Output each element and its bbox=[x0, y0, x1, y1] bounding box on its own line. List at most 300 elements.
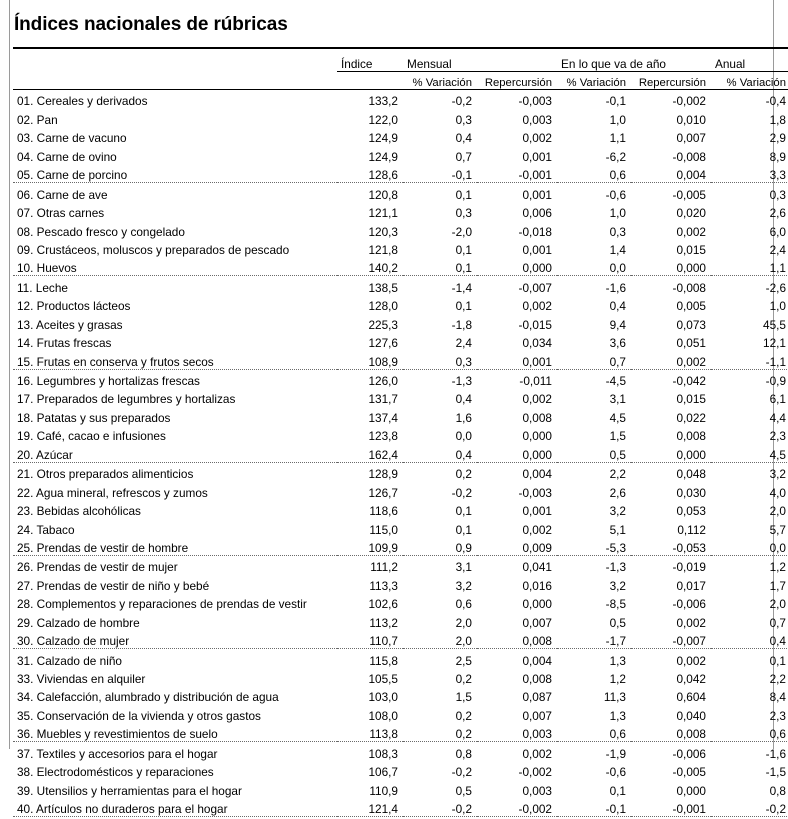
cell-mensual-variacion: 0,8 bbox=[403, 742, 477, 761]
table-row bbox=[13, 630, 788, 649]
cell-anyo-repercusion: 0,015 bbox=[676, 242, 706, 257]
cell-mensual-repercusion: 0,001 bbox=[522, 354, 552, 369]
cell-anyo-variacion: 0,6 bbox=[609, 727, 626, 742]
row-label: 06. Carne de ave bbox=[13, 183, 337, 202]
cell-anyo-variacion: 11,3 bbox=[603, 690, 626, 705]
cell-anyo-repercusion: 0,042 bbox=[676, 672, 706, 686]
row-label: 04. Carne de ovino bbox=[17, 149, 117, 164]
cell-anyo-repercusion: -0,002 bbox=[631, 90, 711, 109]
table-row bbox=[13, 742, 788, 761]
cell-anyo-repercusion: -0,005 bbox=[631, 183, 711, 202]
cell-indice: 120,8 bbox=[337, 183, 403, 202]
cell-mensual-repercusion: 0,041 bbox=[477, 555, 557, 574]
group-header-row bbox=[13, 52, 788, 72]
cell-anyo-variacion: 1,4 bbox=[609, 242, 626, 257]
cell-anyo-variacion: 1,1 bbox=[609, 131, 626, 146]
cell-mensual-variacion: -1,4 bbox=[403, 276, 477, 295]
subheader-mensual-repercusion: Repercursión bbox=[477, 72, 557, 90]
subheader-row bbox=[13, 72, 788, 90]
cell-indice: 120,3 bbox=[368, 224, 398, 239]
row-label: 24. Tabaco bbox=[17, 522, 75, 537]
cell-indice: 108,0 bbox=[368, 708, 398, 723]
cell-mensual-repercusion: 0,003 bbox=[522, 112, 552, 127]
cell-mensual-repercusion: 0,003 bbox=[522, 783, 552, 798]
page-title: Índices nacionales de rúbricas bbox=[14, 14, 288, 35]
cell-anyo-variacion: 3,6 bbox=[609, 336, 626, 351]
row-label: 29. Calzado de hombre bbox=[17, 615, 140, 630]
cell-anyo-variacion: 0,0 bbox=[609, 261, 626, 276]
table-row bbox=[13, 443, 788, 462]
cell-mensual-variacion: -1,3 bbox=[403, 369, 477, 388]
table-row bbox=[13, 798, 788, 817]
cell-mensual-variacion: 0,2 bbox=[455, 727, 472, 742]
table-row bbox=[13, 649, 788, 668]
cell-indice: 126,7 bbox=[368, 485, 398, 500]
cell-mensual-variacion: -0,2 bbox=[451, 802, 472, 817]
cell-anyo-repercusion: -0,006 bbox=[631, 742, 711, 761]
table-row bbox=[13, 593, 788, 611]
cell-anual-variacion: 0,6 bbox=[769, 727, 786, 742]
cell-mensual-repercusion: 0,002 bbox=[522, 131, 552, 146]
row-label: 38. Electrodomésticos y reparaciones bbox=[17, 765, 214, 780]
cell-mensual-repercusion: 0,002 bbox=[477, 742, 557, 761]
cell-anyo-variacion: 0,6 bbox=[609, 168, 626, 183]
cell-indice: 118,6 bbox=[369, 504, 398, 519]
table-row bbox=[13, 332, 788, 350]
cell-mensual-repercusion: -0,003 bbox=[477, 90, 557, 109]
cell-anyo-repercusion: 0,015 bbox=[676, 392, 706, 407]
cell-anual-variacion: 12,1 bbox=[763, 336, 786, 351]
cell-indice: 137,4 bbox=[368, 410, 398, 425]
cell-mensual-repercusion: -0,007 bbox=[477, 276, 557, 295]
cell-mensual-variacion: 1,5 bbox=[455, 690, 472, 705]
cell-anyo-repercusion: 0,000 bbox=[676, 783, 706, 798]
subheader-anual-variacion: % Variación bbox=[711, 72, 788, 90]
cell-anual-variacion: -1,1 bbox=[765, 354, 786, 369]
row-label: 28. Complementos y reparaciones de prendas de vestir bbox=[17, 597, 307, 612]
cell-anyo-repercusion: 0,007 bbox=[676, 131, 706, 146]
cell-anual-variacion: 0,7 bbox=[769, 615, 786, 630]
cell-mensual-repercusion: 0,004 bbox=[477, 649, 557, 668]
cell-mensual-variacion: 2,0 bbox=[455, 615, 472, 630]
table-row bbox=[13, 239, 788, 257]
cell-mensual-variacion: 0,4 bbox=[455, 131, 472, 146]
cell-indice: 123,8 bbox=[368, 429, 398, 444]
cell-mensual-variacion: -0,2 bbox=[451, 485, 472, 500]
table-row bbox=[13, 127, 788, 145]
subheader-anyo-variacion: % Variación bbox=[557, 72, 631, 90]
cell-anual-variacion: 4,0 bbox=[769, 485, 786, 500]
cell-indice: 128,0 bbox=[368, 299, 398, 314]
table-row bbox=[13, 202, 788, 220]
cell-mensual-variacion: 0,2 bbox=[403, 462, 477, 481]
row-label: 33. Viviendas en alquiler bbox=[17, 672, 146, 686]
cell-anyo-repercusion: 0,073 bbox=[676, 317, 706, 332]
cell-anyo-repercusion: 0,002 bbox=[676, 615, 706, 630]
cell-mensual-variacion: -0,1 bbox=[451, 168, 472, 183]
cell-mensual-variacion: 0,3 bbox=[455, 354, 472, 369]
cell-anyo-repercusion: -0,008 bbox=[672, 149, 706, 164]
cell-indice: 131,7 bbox=[368, 392, 398, 407]
row-label: 08. Pescado fresco y congelado bbox=[17, 224, 185, 239]
header-indice: Índice bbox=[337, 52, 403, 72]
cell-indice: 124,9 bbox=[368, 131, 398, 146]
row-label: 22. Agua mineral, refrescos y zumos bbox=[17, 485, 208, 500]
cell-anyo-variacion: 1,0 bbox=[609, 112, 626, 127]
table-row bbox=[13, 369, 788, 388]
cell-anyo-repercusion: 0,604 bbox=[676, 690, 706, 705]
cell-mensual-repercusion: 0,004 bbox=[477, 462, 557, 481]
table-row bbox=[13, 295, 788, 313]
cell-anual-variacion: 1,0 bbox=[769, 299, 786, 314]
row-label: 35. Conservación de la vivienda y otros gastos bbox=[17, 708, 261, 723]
row-label: 02. Pan bbox=[17, 112, 58, 127]
cell-indice: 133,2 bbox=[337, 90, 403, 109]
cell-anyo-repercusion: -0,008 bbox=[631, 276, 711, 295]
row-label: 39. Utensilios y herramientas para el hogar bbox=[17, 783, 242, 798]
cell-indice: 127,6 bbox=[368, 336, 398, 351]
row-label: 26. Prendas de vestir de mujer bbox=[13, 555, 337, 574]
cell-mensual-repercusion: -0,003 bbox=[518, 485, 552, 500]
row-label: 07. Otras carnes bbox=[17, 206, 105, 221]
cell-anyo-repercusion: -0,042 bbox=[631, 369, 711, 388]
cell-anual-variacion: 2,2 bbox=[769, 672, 786, 686]
table-row bbox=[13, 611, 788, 629]
cell-indice: 121,1 bbox=[368, 206, 398, 221]
cell-anual-variacion: -2,6 bbox=[711, 276, 788, 295]
cell-anyo-variacion: 1,3 bbox=[557, 649, 631, 668]
cell-anual-variacion: 5,7 bbox=[769, 522, 786, 537]
cell-mensual-repercusion: 0,001 bbox=[477, 183, 557, 202]
cell-anyo-repercusion: 0,008 bbox=[676, 727, 706, 742]
cell-anyo-repercusion: 0,020 bbox=[676, 206, 706, 221]
cell-indice: 121,4 bbox=[368, 802, 398, 817]
table-row bbox=[13, 220, 788, 238]
row-label: 40. Artículos no duraderos para el hogar bbox=[17, 802, 228, 817]
cell-mensual-variacion: -0,2 bbox=[403, 90, 477, 109]
row-label: 34. Calefacción, alumbrado y distribución de agua bbox=[17, 690, 279, 705]
row-label: 21. Otros preparados alimenticios bbox=[13, 462, 337, 481]
cell-indice: 128,9 bbox=[337, 462, 403, 481]
cell-anual-variacion: 1,8 bbox=[769, 112, 786, 127]
subheader-label-col bbox=[13, 72, 337, 90]
cell-mensual-repercusion: 0,016 bbox=[522, 578, 552, 593]
cell-anyo-variacion: 3,2 bbox=[609, 504, 626, 519]
cell-anual-variacion: 2,4 bbox=[769, 242, 786, 257]
cell-anyo-variacion: 1,5 bbox=[609, 429, 626, 444]
cell-mensual-variacion: 1,6 bbox=[455, 410, 472, 425]
cell-indice: 162,4 bbox=[368, 447, 398, 462]
cell-anual-variacion: 6,0 bbox=[769, 224, 786, 239]
cell-anual-variacion: 0,3 bbox=[711, 183, 788, 202]
table-row bbox=[13, 723, 788, 742]
cell-anyo-variacion: 4,5 bbox=[609, 410, 626, 425]
row-label: 11. Leche bbox=[13, 276, 337, 295]
table-row bbox=[13, 668, 788, 686]
cell-anyo-variacion: -0,6 bbox=[557, 183, 631, 202]
cell-mensual-repercusion: 0,007 bbox=[522, 615, 552, 630]
cell-anyo-variacion: -8,5 bbox=[605, 597, 626, 612]
cell-anyo-repercusion: 0,000 bbox=[676, 261, 706, 276]
cell-anyo-variacion: -1,6 bbox=[557, 276, 631, 295]
cell-indice: 124,9 bbox=[368, 149, 398, 164]
row-label: 10. Huevos bbox=[17, 261, 77, 276]
page-margin-rule-left bbox=[9, 0, 10, 749]
row-label: 19. Café, cacao e infusiones bbox=[17, 429, 166, 444]
row-label: 25. Prendas de vestir de hombre bbox=[17, 540, 189, 555]
row-label: 27. Prendas de vestir de niño y bebé bbox=[17, 578, 210, 593]
cell-anyo-repercusion: 0,053 bbox=[676, 504, 706, 519]
cell-indice: 115,8 bbox=[337, 649, 403, 668]
cell-mensual-repercusion: 0,001 bbox=[522, 242, 552, 257]
cell-indice: 110,7 bbox=[369, 634, 398, 649]
row-label: 30. Calzado de mujer bbox=[17, 634, 130, 649]
cell-anual-variacion: 45,5 bbox=[763, 317, 786, 332]
cell-anyo-variacion: 3,1 bbox=[609, 392, 626, 407]
cell-anyo-variacion: 2,2 bbox=[557, 462, 631, 481]
cell-mensual-repercusion: -0,002 bbox=[518, 765, 552, 780]
row-label: 36. Muebles y revestimientos de suelo bbox=[17, 727, 218, 742]
table-row bbox=[13, 257, 788, 276]
cell-anyo-repercusion: 0,002 bbox=[676, 354, 706, 369]
cell-mensual-repercusion: 0,000 bbox=[522, 597, 552, 612]
row-label: 05. Carne de porcino bbox=[17, 168, 128, 183]
cell-mensual-repercusion: 0,000 bbox=[522, 429, 552, 444]
cell-indice: 103,0 bbox=[368, 690, 398, 705]
cell-anyo-variacion: -1,9 bbox=[557, 742, 631, 761]
cell-mensual-variacion: 0,2 bbox=[455, 672, 472, 686]
cell-mensual-variacion: 0,1 bbox=[455, 504, 472, 519]
cell-anual-variacion: 4,5 bbox=[769, 447, 786, 462]
table-row bbox=[13, 406, 788, 424]
row-label: 09. Crustáceos, moluscos y preparados de pescado bbox=[17, 242, 290, 257]
cell-indice: 128,6 bbox=[368, 168, 398, 183]
table-row bbox=[13, 145, 788, 163]
row-label: 12. Productos lácteos bbox=[17, 299, 131, 314]
cell-anyo-repercusion: 0,030 bbox=[676, 485, 706, 500]
cell-anyo-variacion: 1,3 bbox=[609, 708, 626, 723]
rubric-index-table bbox=[13, 47, 788, 819]
cell-mensual-variacion: 3,2 bbox=[455, 578, 472, 593]
cell-anyo-repercusion: -0,053 bbox=[672, 540, 706, 555]
cell-indice: 138,5 bbox=[337, 276, 403, 295]
table-row bbox=[13, 761, 788, 779]
table-row bbox=[13, 555, 788, 574]
cell-mensual-repercusion: 0,001 bbox=[522, 149, 552, 164]
table-row bbox=[13, 574, 788, 592]
cell-mensual-variacion: 0,1 bbox=[455, 242, 472, 257]
table-row bbox=[13, 108, 788, 126]
table-row bbox=[13, 500, 788, 518]
cell-indice: 121,8 bbox=[368, 242, 398, 257]
cell-mensual-variacion: -1,8 bbox=[451, 317, 472, 332]
cell-anual-variacion: 0,4 bbox=[769, 634, 786, 649]
cell-mensual-variacion: 0,6 bbox=[455, 597, 472, 612]
cell-anyo-variacion: 0,4 bbox=[609, 299, 626, 314]
cell-indice: 102,6 bbox=[368, 597, 398, 612]
cell-indice: 105,5 bbox=[368, 672, 398, 686]
cell-mensual-repercusion: 0,002 bbox=[522, 392, 552, 407]
cell-anyo-variacion: 0,5 bbox=[609, 615, 626, 630]
cell-mensual-repercusion: 0,008 bbox=[522, 410, 552, 425]
cell-anyo-variacion: 1,0 bbox=[609, 206, 626, 221]
cell-anual-variacion: 2,6 bbox=[769, 206, 786, 221]
table-row bbox=[13, 462, 788, 481]
cell-anyo-variacion: 9,4 bbox=[609, 317, 626, 332]
table-row bbox=[13, 164, 788, 183]
table-row bbox=[13, 779, 788, 797]
cell-mensual-repercusion: -0,002 bbox=[518, 802, 552, 817]
cell-anyo-repercusion: 0,002 bbox=[631, 649, 711, 668]
cell-mensual-variacion: 0,7 bbox=[455, 149, 472, 164]
header-label-col bbox=[13, 52, 337, 72]
cell-indice: 113,8 bbox=[369, 727, 398, 742]
cell-indice: 140,2 bbox=[368, 261, 398, 276]
cell-mensual-variacion: 3,1 bbox=[403, 555, 477, 574]
row-label: 16. Legumbres y hortalizas frescas bbox=[13, 369, 337, 388]
cell-anyo-variacion: 2,6 bbox=[609, 485, 626, 500]
cell-anyo-variacion: -0,6 bbox=[605, 765, 626, 780]
cell-anyo-variacion: 0,1 bbox=[609, 783, 626, 798]
row-label: 20. Azúcar bbox=[17, 447, 73, 462]
cell-mensual-repercusion: 0,002 bbox=[522, 522, 552, 537]
cell-indice: 115,0 bbox=[369, 522, 398, 537]
cell-indice: 108,9 bbox=[368, 354, 398, 369]
cell-mensual-variacion: 0,3 bbox=[455, 112, 472, 127]
table-row bbox=[13, 350, 788, 369]
cell-anual-variacion: -0,4 bbox=[711, 90, 788, 109]
cell-mensual-repercusion: 0,000 bbox=[522, 261, 552, 276]
cell-mensual-variacion: 0,0 bbox=[455, 429, 472, 444]
cell-anual-variacion: -0,2 bbox=[765, 802, 786, 817]
cell-mensual-repercusion: 0,002 bbox=[522, 299, 552, 314]
cell-anyo-repercusion: 0,008 bbox=[676, 429, 706, 444]
cell-mensual-variacion: 0,1 bbox=[403, 183, 477, 202]
row-label: 03. Carne de vacuno bbox=[17, 131, 127, 146]
cell-anyo-repercusion: 0,010 bbox=[676, 112, 706, 127]
row-label: 13. Aceites y grasas bbox=[17, 317, 123, 332]
cell-anyo-variacion: 5,1 bbox=[609, 522, 626, 537]
cell-mensual-repercusion: -0,001 bbox=[518, 168, 552, 183]
header-group-acumulado-anual: En lo que va de año bbox=[557, 52, 711, 72]
cell-indice: 122,0 bbox=[368, 112, 398, 127]
cell-anyo-variacion: 1,2 bbox=[609, 672, 626, 686]
cell-mensual-repercusion: -0,018 bbox=[518, 224, 552, 239]
cell-anual-variacion: -1,5 bbox=[765, 765, 786, 780]
cell-anual-variacion: 2,9 bbox=[769, 131, 786, 146]
cell-mensual-variacion: 0,3 bbox=[455, 206, 472, 221]
cell-anyo-repercusion: -0,019 bbox=[631, 555, 711, 574]
cell-indice: 111,2 bbox=[337, 555, 403, 574]
cell-mensual-variacion: 0,4 bbox=[455, 447, 472, 462]
cell-anual-variacion: 3,3 bbox=[769, 168, 786, 183]
cell-mensual-repercusion: -0,011 bbox=[477, 369, 557, 388]
cell-indice: 113,3 bbox=[369, 578, 398, 593]
cell-mensual-variacion: -2,0 bbox=[451, 224, 472, 239]
cell-mensual-repercusion: 0,009 bbox=[522, 540, 552, 555]
cell-anual-variacion: 0,0 bbox=[769, 540, 786, 555]
table-row bbox=[13, 537, 788, 556]
cell-indice: 108,3 bbox=[337, 742, 403, 761]
cell-anual-variacion: 3,2 bbox=[711, 462, 788, 481]
cell-anyo-repercusion: 0,002 bbox=[676, 224, 706, 239]
cell-anyo-repercusion: 0,040 bbox=[676, 708, 706, 723]
cell-mensual-repercusion: 0,087 bbox=[522, 690, 552, 705]
cell-anyo-variacion: -4,5 bbox=[557, 369, 631, 388]
table-body bbox=[13, 90, 788, 817]
cell-anyo-repercusion: 0,051 bbox=[676, 336, 706, 351]
cell-mensual-variacion: 2,0 bbox=[455, 634, 472, 649]
cell-indice: 110,9 bbox=[369, 783, 398, 798]
cell-mensual-variacion: -0,2 bbox=[451, 765, 472, 780]
cell-mensual-variacion: 0,1 bbox=[455, 299, 472, 314]
cell-anyo-variacion: 0,7 bbox=[609, 354, 626, 369]
cell-mensual-repercusion: 0,006 bbox=[522, 206, 552, 221]
cell-mensual-repercusion: 0,001 bbox=[522, 504, 552, 519]
subheader-indice-spacer bbox=[337, 72, 403, 90]
cell-anyo-variacion: -5,3 bbox=[605, 540, 626, 555]
table-row bbox=[13, 518, 788, 536]
cell-anual-variacion: 2,3 bbox=[769, 429, 786, 444]
row-label: 23. Bebidas alcohólicas bbox=[17, 504, 141, 519]
row-label: 37. Textiles y accesorios para el hogar bbox=[13, 742, 337, 761]
cell-anual-variacion: 4,4 bbox=[769, 410, 786, 425]
cell-mensual-variacion: 0,9 bbox=[455, 540, 472, 555]
row-label: 15. Frutas en conserva y frutos secos bbox=[17, 354, 214, 369]
cell-anual-variacion: -0,9 bbox=[711, 369, 788, 388]
subheader-mensual-variacion: % Variación bbox=[403, 72, 477, 90]
cell-mensual-variacion: 2,4 bbox=[455, 336, 472, 351]
cell-anyo-repercusion: -0,006 bbox=[672, 597, 706, 612]
cell-mensual-repercusion: -0,015 bbox=[518, 317, 552, 332]
cell-mensual-variacion: 0,4 bbox=[455, 392, 472, 407]
cell-anyo-variacion: 0,5 bbox=[609, 447, 626, 462]
cell-anual-variacion: 1,7 bbox=[769, 578, 786, 593]
cell-anyo-repercusion: 0,022 bbox=[676, 410, 706, 425]
cell-indice: 106,7 bbox=[368, 765, 398, 780]
cell-anyo-variacion: -0,1 bbox=[605, 802, 626, 817]
cell-mensual-variacion: 0,1 bbox=[455, 261, 472, 276]
table-row bbox=[13, 313, 788, 331]
cell-anual-variacion: 1,1 bbox=[769, 261, 786, 276]
cell-mensual-variacion: 0,5 bbox=[455, 783, 472, 798]
cell-anyo-variacion: -6,2 bbox=[605, 149, 626, 164]
table-row bbox=[13, 704, 788, 722]
cell-anyo-repercusion: 0,000 bbox=[676, 447, 706, 462]
table-row bbox=[13, 686, 788, 704]
cell-anyo-variacion: 3,2 bbox=[609, 578, 626, 593]
cell-anual-variacion: -1,6 bbox=[711, 742, 788, 761]
row-label: 14. Frutas frescas bbox=[17, 336, 112, 351]
cell-indice: 109,9 bbox=[368, 540, 398, 555]
cell-anyo-variacion: -1,3 bbox=[557, 555, 631, 574]
header-group-anual: Anual bbox=[711, 52, 788, 72]
row-label: 17. Preparados de legumbres y hortalizas bbox=[17, 392, 236, 407]
cell-indice: 113,2 bbox=[369, 615, 398, 630]
cell-anyo-repercusion: -0,001 bbox=[672, 802, 706, 817]
cell-anual-variacion: 8,4 bbox=[769, 690, 786, 705]
cell-anual-variacion: 2,3 bbox=[769, 708, 786, 723]
table-row bbox=[13, 425, 788, 443]
cell-mensual-repercusion: 0,008 bbox=[522, 672, 552, 686]
table-row bbox=[13, 183, 788, 202]
cell-anyo-variacion: -1,7 bbox=[605, 634, 626, 649]
cell-mensual-repercusion: 0,000 bbox=[522, 447, 552, 462]
table-row bbox=[13, 90, 788, 109]
cell-mensual-repercusion: 0,007 bbox=[522, 708, 552, 723]
cell-anyo-repercusion: -0,005 bbox=[672, 765, 706, 780]
cell-indice: 225,3 bbox=[368, 317, 398, 332]
